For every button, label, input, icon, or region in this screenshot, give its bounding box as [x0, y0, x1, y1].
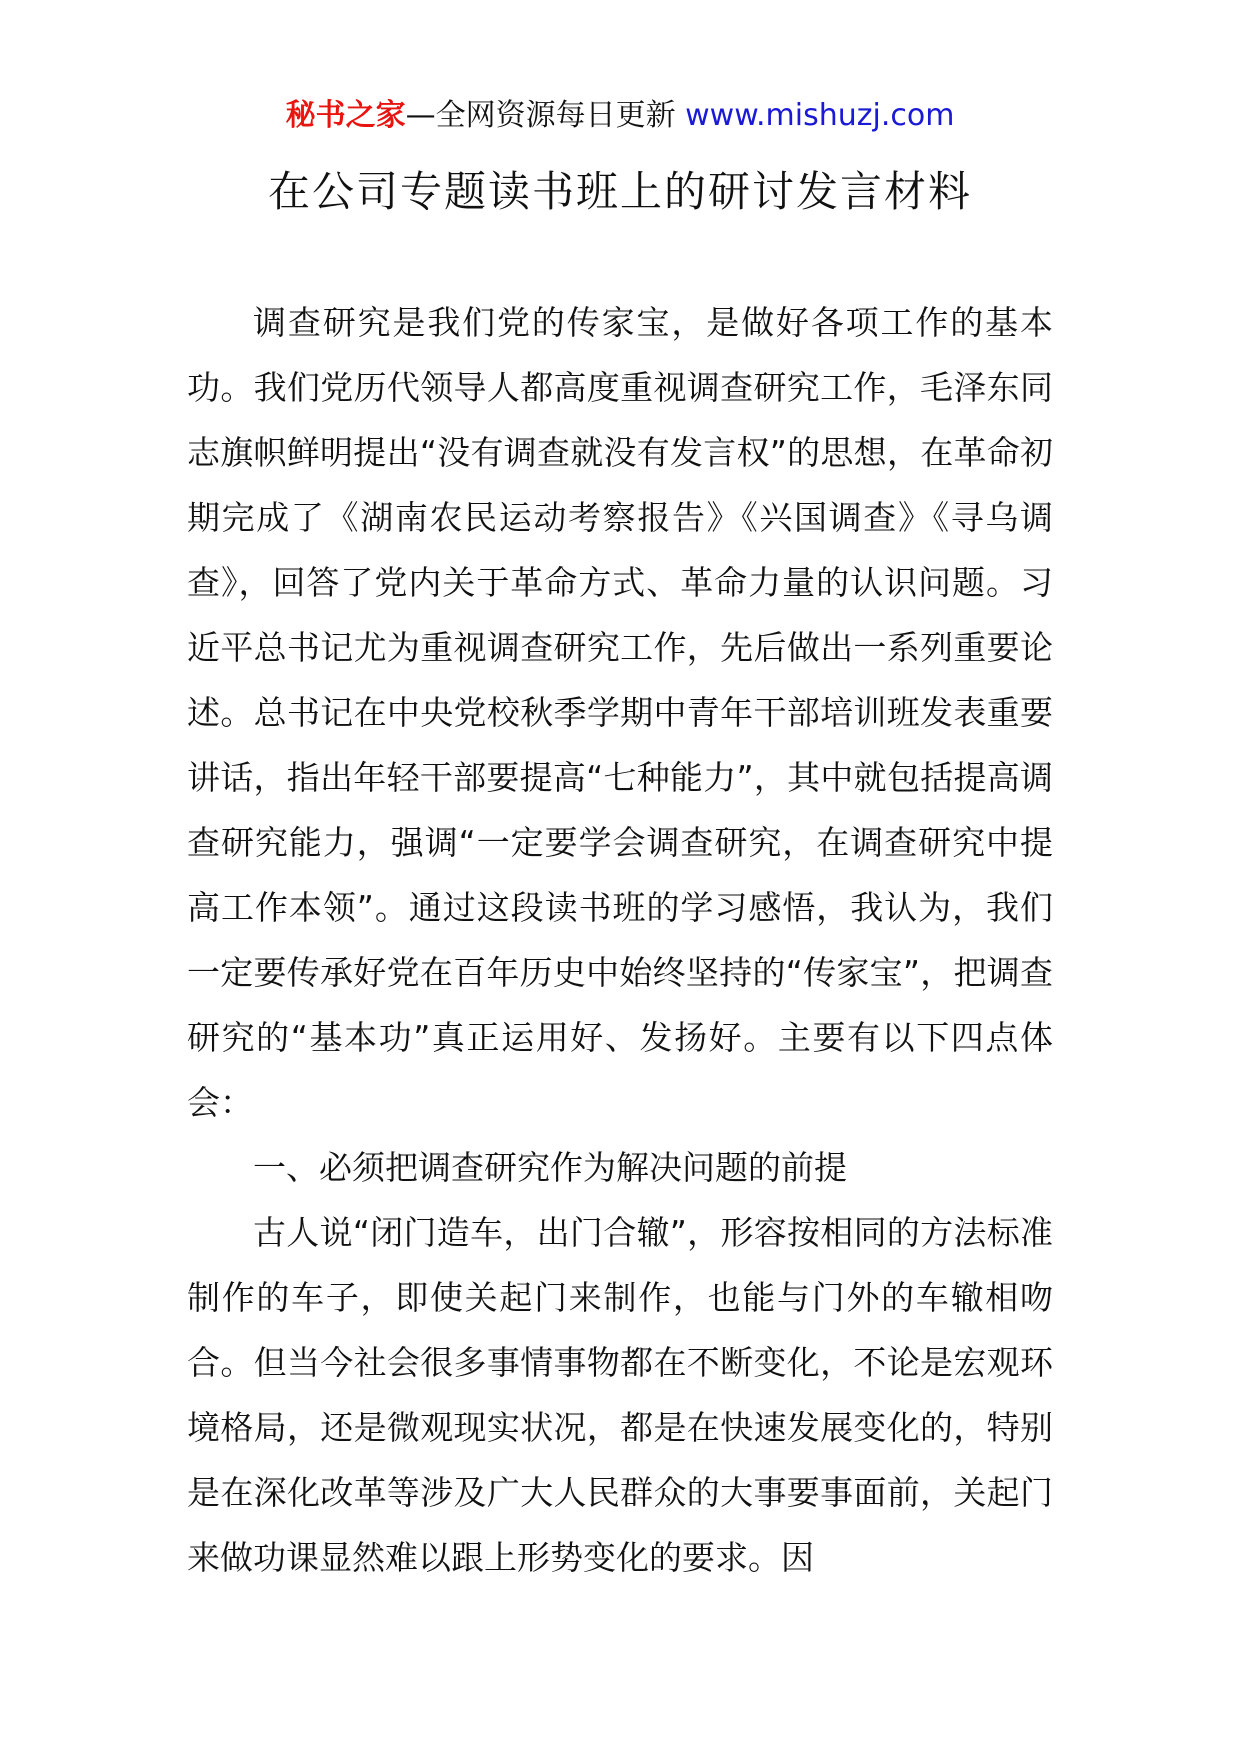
document-body: [187, 290, 1053, 1590]
section-heading-1: 一、必须把调查研究作为解决问题的前提: [253, 1148, 847, 1187]
banner-tagline: —全网资源每日更新: [405, 98, 686, 133]
paragraph-section-1: 古人说“闭门造车，出门合辙”，形容按相同的方法标准制作的车子，即使关起门来制作，也能与门外的车辙相吻合。但当今社会很多事情事物都在不断变化，不论是宏观环境格局，还是微观现实状况，都是在快速发展变化的，特别是在深化改革等涉及广大人民群众的大事要事面前，关起门来做功课显然难以跟上形势变化的要求。因: [187, 1213, 1053, 1577]
site-url[interactable]: www.mishuzj.com: [685, 98, 955, 133]
brand-name: 秘书之家: [285, 98, 406, 133]
document-title: 在公司专题读书班上的研讨发言材料: [267, 167, 972, 216]
site-banner: [0, 96, 1240, 136]
paragraph-intro: 调查研究是我们党的传家宝，是做好各项工作的基本功。我们党历代领导人都高度重视调查研究工作，毛泽东同志旗帜鲜明提出“没有调查就没有发言权”的思想，在革命初期完成了《湖南农民运动考察报告》《兴国调查》《寻乌调查》，回答了党内关于革命方式、革命力量的认识问题。习近平总书记尤为重视调查研究工作，先后做出一系列重要论述。总书记在中央党校秋季学期中青年干部培训班发表重要讲话，指出年轻干部要提高“七种能力”，其中就包括提高调查研究能力，强调“一定要学会调查研究，在调查研究中提高工作本领”。通过这段读书班的学习感悟，我认为，我们一定要传承好党在百年历史中始终坚持的“传家宝”，把调查研究的“基本功”真正运用好、发扬好。主要有以下四点体会：: [187, 303, 1053, 1122]
